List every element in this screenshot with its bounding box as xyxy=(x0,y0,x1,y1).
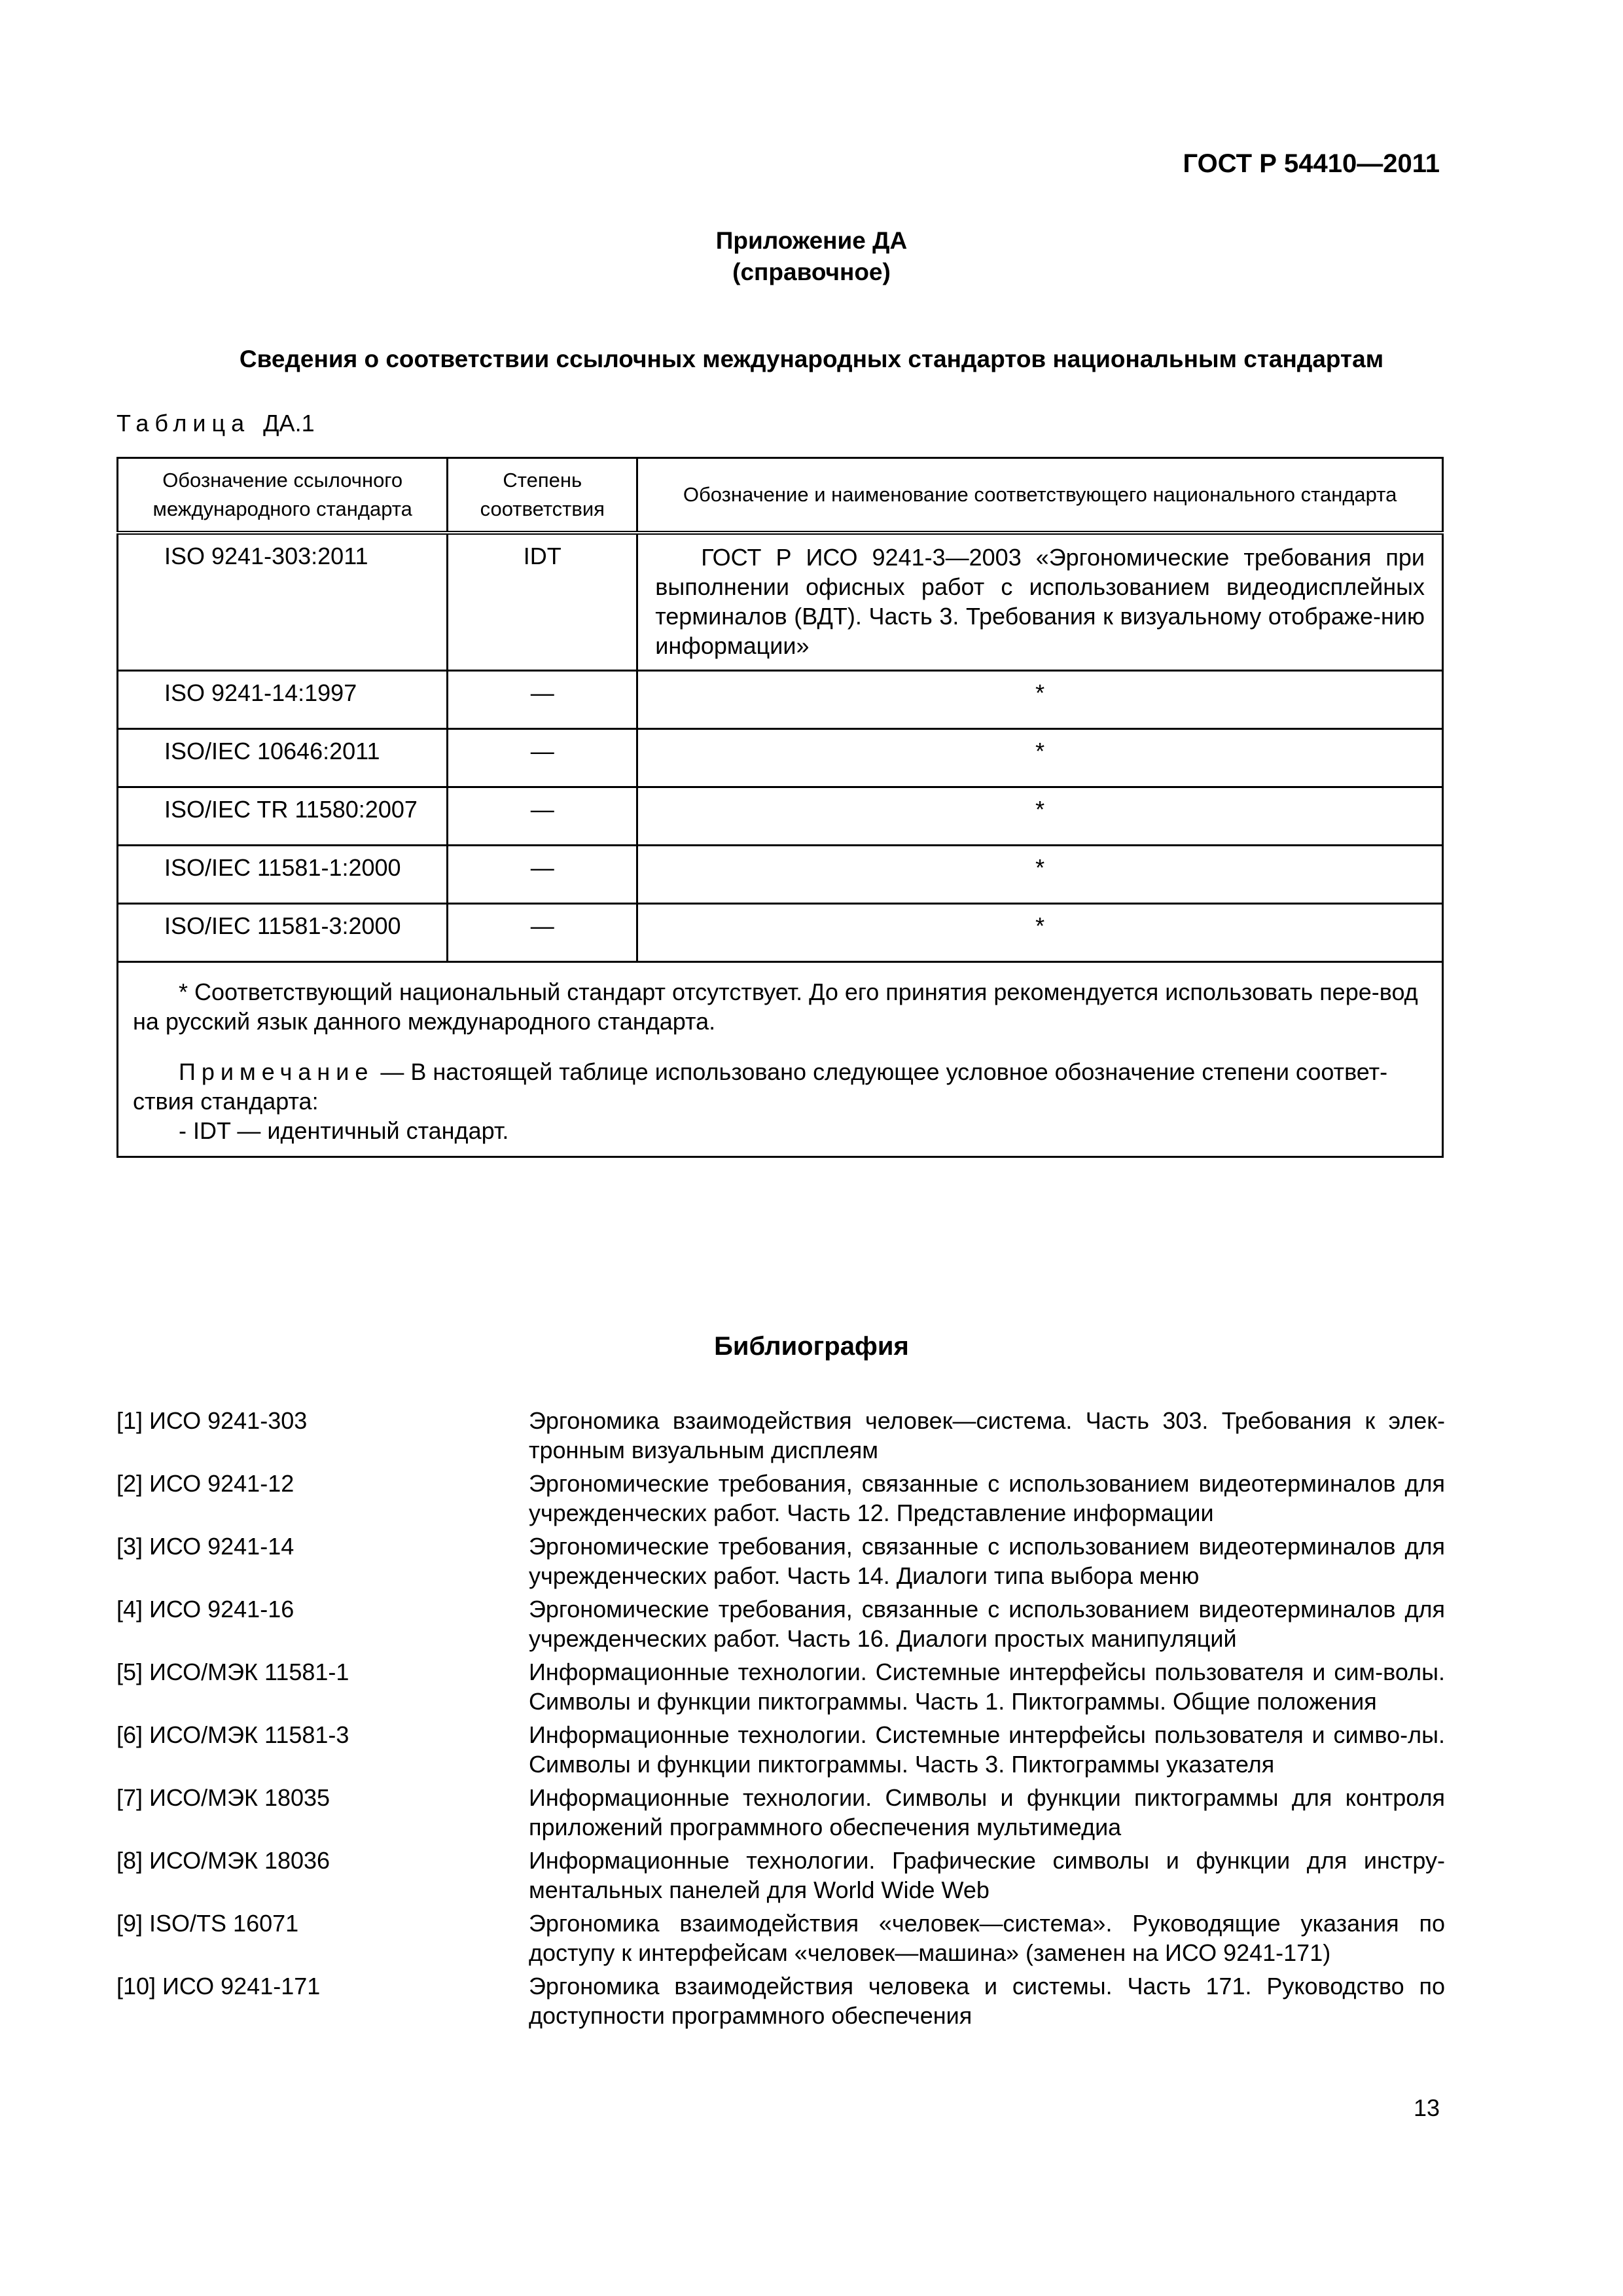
note-label: Примечание xyxy=(179,1058,374,1085)
table-caption xyxy=(116,410,315,437)
bibliography-desc: Информационные технологии. Графические символы и функции для инстру-ментальных панелей для World Wide Web xyxy=(529,1847,1445,1903)
bibliography-desc: Эргономика взаимодействия человека и системы. Часть 171. Руководство по доступности программного обеспечения xyxy=(529,1973,1445,2029)
bibliography-item xyxy=(116,1846,1445,1905)
table-row xyxy=(118,787,1443,846)
bibliography-ref: [8] ИСО/МЭК 18036 xyxy=(116,1847,330,1874)
table-footer-row xyxy=(118,962,1443,1157)
bibliography-desc: Эргономика взаимодействия человек—система. Часть 303. Требования к элек-тронным визуальным дисплеям xyxy=(529,1407,1445,1463)
bibliography-ref: [4] ИСО 9241-16 xyxy=(116,1596,294,1623)
note-text: — В настоящей таблице использовано следующее условное обозначение степени соответ-ствия стандарта: xyxy=(133,1058,1388,1115)
annex-subtitle: (справочное) xyxy=(732,259,891,285)
bibliography-item xyxy=(116,1783,1445,1842)
bibliography-item xyxy=(116,1657,1445,1716)
bibliography-item xyxy=(116,1594,1445,1653)
annex-heading xyxy=(0,225,1623,288)
table-row xyxy=(118,729,1443,787)
header-national-standard: Обозначение и наименование соответствующего национального стандарта xyxy=(637,458,1443,533)
table-caption-number: ДА.1 xyxy=(263,410,315,437)
cell-national: * xyxy=(637,671,1443,729)
bibliography-item xyxy=(116,1469,1445,1528)
correspondence-table xyxy=(116,457,1444,1158)
table-header-row xyxy=(118,458,1443,533)
bibliography-desc: Эргономические требования, связанные с использованием видеотерминалов для учрежденческих работ. Часть 12. Представление информации xyxy=(529,1470,1445,1526)
cell-degree: — xyxy=(448,787,637,846)
cell-national: ГОСТ Р ИСО 9241-3—2003 «Эргономические требования при выполнении офисных работ с использованием видеодисплейных терминалов (ВДТ). Часть 3. Требования к визуальному отображе-нию информации» xyxy=(637,533,1443,671)
page-number: 13 xyxy=(1413,2094,1440,2121)
section-title: Сведения о соответствии ссылочных международных стандартов национальным стандартам xyxy=(239,346,1384,372)
cell-standard: ISO/IEC 11581-3:2000 xyxy=(118,904,448,962)
bibliography-ref: [9] ISO/TS 16071 xyxy=(116,1910,299,1937)
bibliography-item xyxy=(116,1971,1445,2030)
table-row xyxy=(118,533,1443,671)
cell-national: * xyxy=(637,846,1443,904)
bibliography-item xyxy=(116,1406,1445,1465)
bibliography-ref: [1] ИСО 9241-303 xyxy=(116,1407,308,1434)
cell-degree: — xyxy=(448,846,637,904)
bibliography-desc: Эргономические требования, связанные с использованием видеотерминалов для учрежденческих работ. Часть 14. Диалоги типа выбора меню xyxy=(529,1533,1445,1589)
header-degree: Степень соответствия xyxy=(448,458,637,533)
table-caption-label: Таблица xyxy=(116,410,251,437)
note-item: - IDT — идентичный стандарт. xyxy=(179,1117,509,1144)
bibliography-item xyxy=(116,1532,1445,1590)
cell-national: * xyxy=(637,904,1443,962)
bibliography-list xyxy=(116,1406,1445,2034)
bibliography-ref: [2] ИСО 9241-12 xyxy=(116,1470,294,1497)
cell-standard: ISO/IEC 11581-1:2000 xyxy=(118,846,448,904)
cell-degree: — xyxy=(448,904,637,962)
cell-degree: — xyxy=(448,671,637,729)
cell-standard: ISO/IEC TR 11580:2007 xyxy=(118,787,448,846)
bibliography-ref: [10] ИСО 9241-171 xyxy=(116,1973,321,2000)
bibliography-item xyxy=(116,1909,1445,1967)
bibliography-desc: Эргономические требования, связанные с использованием видеотерминалов для учрежденческих работ. Часть 16. Диалоги простых манипуляций xyxy=(529,1596,1445,1652)
cell-degree: — xyxy=(448,729,637,787)
table-notes xyxy=(118,962,1443,1157)
table-row xyxy=(118,904,1443,962)
cell-national: * xyxy=(637,787,1443,846)
cell-degree: IDT xyxy=(448,533,637,671)
bibliography-title: Библиография xyxy=(714,1332,909,1361)
cell-standard: ISO/IEC 10646:2011 xyxy=(118,729,448,787)
annex-title: Приложение ДА xyxy=(715,227,908,254)
bibliography-desc: Информационные технологии. Символы и функции пиктограммы для контроля приложений программного обеспечения мультимедиа xyxy=(529,1784,1445,1840)
bibliography-ref: [5] ИСО/МЭК 11581-1 xyxy=(116,1659,349,1685)
bibliography-desc: Информационные технологии. Системные интерфейсы пользователя и сим-волы. Символы и функции пиктограммы. Часть 1. Пиктограммы. Общие положения xyxy=(529,1659,1445,1715)
table-footnote: * Соответствующий национальный стандарт отсутствует. До его принятия рекомендуется использовать пере-вод на русский язык данного международного стандарта. xyxy=(133,978,1418,1035)
document-code: ГОСТ Р 54410—2011 xyxy=(1183,149,1440,178)
bibliography-desc: Эргономика взаимодействия «человек—система». Руководящие указания по доступу к интерфейсам «человек—машина» (заменен на ИСО 9241-171) xyxy=(529,1910,1445,1966)
cell-national: * xyxy=(637,729,1443,787)
cell-standard: ISO 9241-14:1997 xyxy=(118,671,448,729)
cell-standard: ISO 9241-303:2011 xyxy=(118,533,448,671)
bibliography-ref: [6] ИСО/МЭК 11581-3 xyxy=(116,1721,349,1748)
bibliography-ref: [7] ИСО/МЭК 18035 xyxy=(116,1784,330,1811)
table-note xyxy=(133,1057,1427,1116)
table-row xyxy=(118,671,1443,729)
table-row xyxy=(118,846,1443,904)
bibliography-ref: [3] ИСО 9241-14 xyxy=(116,1533,294,1560)
bibliography-desc: Информационные технологии. Системные интерфейсы пользователя и симво-лы. Символы и функции пиктограммы. Часть 3. Пиктограммы указателя xyxy=(529,1721,1445,1778)
header-reference-standard: Обозначение ссылочного международного стандарта xyxy=(118,458,448,533)
bibliography-item xyxy=(116,1720,1445,1779)
